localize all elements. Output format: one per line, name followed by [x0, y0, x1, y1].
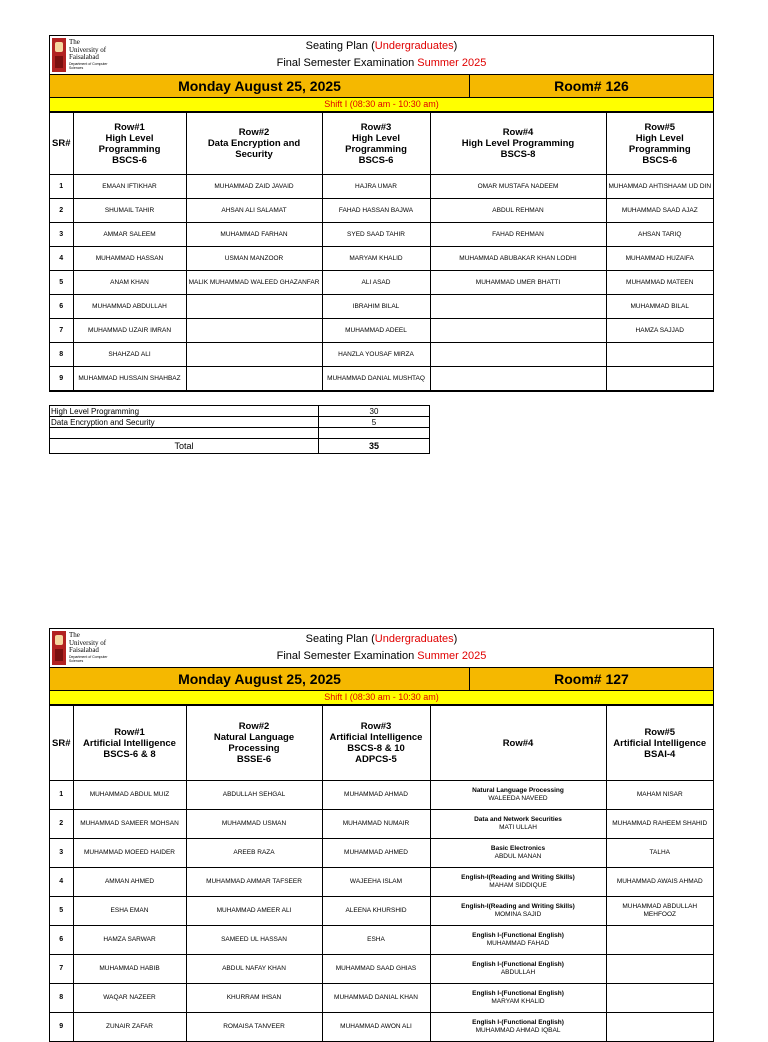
seat-cell: MUHAMMAD ZAID JAVAID	[186, 175, 322, 199]
seat-cell: MUHAMMAD FARHAN	[186, 223, 322, 247]
seat-cell: MUHAMMAD MOEED HAIDER	[73, 839, 186, 868]
seat-cell	[606, 926, 713, 955]
title-text-end: )	[453, 40, 458, 52]
seat-cell: MUHAMMAD AHMED	[322, 839, 430, 868]
column-header-row-4: Row#4 High Level Programming BSCS-8	[430, 113, 606, 175]
serial-number: 1	[50, 781, 73, 810]
room-number: Room# 126	[554, 78, 629, 94]
seat-cell	[430, 926, 606, 955]
seat-cell	[606, 955, 713, 984]
title-text: Seating Plan (	[305, 40, 375, 52]
seat-cell	[430, 955, 606, 984]
seat-cell	[430, 1013, 606, 1042]
table-row	[50, 175, 713, 199]
total-value: 35	[319, 439, 430, 454]
serial-number: 5	[50, 897, 73, 926]
exam-text: Final Semester Examination	[276, 650, 418, 662]
sheet-header	[50, 629, 713, 668]
summary-row	[50, 406, 430, 417]
date-room-bar	[50, 75, 713, 98]
logo-line: The	[69, 38, 80, 46]
table-row	[50, 926, 713, 955]
seating-plan-room-127	[49, 628, 714, 1042]
seat-cell: WAJEEHA ISLAM	[322, 868, 430, 897]
seat-cell	[186, 367, 322, 391]
sheet-header	[50, 36, 713, 75]
summary-table	[49, 405, 430, 454]
seat-cell: KHURRAM IHSAN	[186, 984, 322, 1013]
seat-cell: WAQAR NAZEER	[73, 984, 186, 1013]
seat-cell: SHUMAIL TAHIR	[73, 199, 186, 223]
seat-cell	[430, 839, 606, 868]
serial-number: 7	[50, 955, 73, 984]
exam-date: Monday August 25, 2025	[50, 668, 470, 690]
header-row	[50, 706, 713, 781]
serial-number: 4	[50, 868, 73, 897]
seat-cell: IBRAHIM BILAL	[322, 295, 430, 319]
seat-cell: MUHAMMAD SAAD AJAZ	[606, 199, 713, 223]
seat-cell	[430, 984, 606, 1013]
student-name: ABDULLAH	[500, 969, 536, 976]
seat-cell: MUHAMMAD UZAIR IMRAN	[73, 319, 186, 343]
title-text: Seating Plan (	[305, 633, 375, 645]
seat-cell	[186, 319, 322, 343]
seat-cell: AHSAN TARIQ	[606, 223, 713, 247]
seat-cell: EMAAN IFTIKHAR	[73, 175, 186, 199]
serial-number: 5	[50, 271, 73, 295]
seat-cell: MUHAMMAD DANIAL KHAN	[322, 984, 430, 1013]
subject-label: English I-(Functional English)	[472, 1019, 564, 1026]
serial-number: 2	[50, 199, 73, 223]
summary-row	[50, 428, 430, 439]
serial-number: 9	[50, 367, 73, 391]
seat-cell: HANZLA YOUSAF MIRZA	[322, 343, 430, 367]
table-row	[50, 319, 713, 343]
room-number: Room# 127	[554, 671, 629, 687]
serial-number: 1	[50, 175, 73, 199]
seat-cell: MUHAMMAD ABUBAKAR KHAN LODHI	[430, 247, 606, 271]
seat-cell	[606, 367, 713, 391]
seat-cell: HAMZA SARWAR	[73, 926, 186, 955]
logo-line: Faisalabad	[69, 646, 99, 654]
serial-number: 8	[50, 984, 73, 1013]
table-row	[50, 810, 713, 839]
serial-number: 4	[50, 247, 73, 271]
shift-time: Shift I (08:30 am - 10:30 am)	[50, 98, 713, 112]
subject-label: English-I(Reading and Writing Skills)	[461, 903, 575, 910]
seat-cell	[430, 810, 606, 839]
table-row	[50, 295, 713, 319]
column-header-row-5: Row#5 Artificial Intelligence BSAI-4	[606, 706, 713, 781]
table-row	[50, 897, 713, 926]
title-highlight: Undergraduates	[374, 633, 454, 645]
seat-cell: SHAHZAD ALI	[73, 343, 186, 367]
subject-label: English I-(Functional English)	[472, 961, 564, 968]
table-row	[50, 955, 713, 984]
exam-text: Final Semester Examination	[276, 57, 418, 69]
student-name: MUHAMMAD FAHAD	[486, 940, 550, 947]
seat-cell: MUHAMMAD ADEEL	[322, 319, 430, 343]
exam-date: Monday August 25, 2025	[50, 75, 470, 97]
summary-label: Data Encryption and Security	[50, 417, 319, 428]
seat-cell: HAMZA SAJJAD	[606, 319, 713, 343]
seat-cell: ABDUL REHMAN	[430, 199, 606, 223]
seat-cell: MUHAMMAD ABDULLAH MEHFOOZ	[606, 897, 713, 926]
seating-table	[50, 705, 713, 1042]
seat-cell: AMMAR SALEEM	[73, 223, 186, 247]
seat-cell: MUHAMMAD ABDULLAH	[73, 295, 186, 319]
seat-cell: USMAN MANZOOR	[186, 247, 322, 271]
table-row	[50, 343, 713, 367]
seat-cell: MUHAMMAD AWON ALI	[322, 1013, 430, 1042]
column-header-sr: SR#	[50, 706, 73, 781]
serial-number: 3	[50, 223, 73, 247]
serial-number: 8	[50, 343, 73, 367]
serial-number: 3	[50, 839, 73, 868]
logo-line: The	[69, 631, 80, 639]
seat-cell: ZUNAIR ZAFAR	[73, 1013, 186, 1042]
shift-time: Shift I (08:30 am - 10:30 am)	[50, 691, 713, 705]
seat-cell	[430, 319, 606, 343]
seat-cell: ABDULLAH SEHGAL	[186, 781, 322, 810]
seat-cell	[606, 984, 713, 1013]
seat-cell: MUHAMMAD DANIAL MUSHTAQ	[322, 367, 430, 391]
seat-cell: MUHAMMAD HUZAIFA	[606, 247, 713, 271]
seat-cell: ALI ASAD	[322, 271, 430, 295]
seat-cell	[430, 367, 606, 391]
seat-cell: MUHAMMAD SAAD GHIAS	[322, 955, 430, 984]
seat-cell: MALIK MUHAMMAD WALEED GHAZANFAR	[186, 271, 322, 295]
table-row	[50, 247, 713, 271]
seat-cell: MUHAMMAD SAMEER MOHSAN	[73, 810, 186, 839]
student-name: MATI ULLAH	[499, 824, 537, 831]
department-name: Department of Computer Sciences	[69, 62, 108, 70]
seat-cell: MUHAMMAD USMAN	[186, 810, 322, 839]
seat-cell	[606, 1013, 713, 1042]
serial-number: 9	[50, 1013, 73, 1042]
table-row	[50, 839, 713, 868]
seat-cell: MUHAMMAD HASSAN	[73, 247, 186, 271]
table-row	[50, 271, 713, 295]
column-header-sr: SR#	[50, 113, 73, 175]
table-row	[50, 367, 713, 391]
column-header-row-1: Row#1 Artificial Intelligence BSCS-6 & 8	[73, 706, 186, 781]
serial-number: 6	[50, 295, 73, 319]
seat-cell: MUHAMMAD HABIB	[73, 955, 186, 984]
seat-cell: ANAM KHAN	[73, 271, 186, 295]
seating-table	[50, 112, 713, 391]
seat-cell: FAHAD HASSAN BAJWA	[322, 199, 430, 223]
seat-cell: MUHAMMAD MATEEN	[606, 271, 713, 295]
summary-label: High Level Programming	[50, 406, 319, 417]
column-header-row-4: Row#4	[430, 706, 606, 781]
serial-number: 7	[50, 319, 73, 343]
column-header-row-2: Row#2 Data Encryption and Security	[186, 113, 322, 175]
summary-total-row	[50, 439, 430, 454]
column-header-row-3: Row#3 High Level Programming BSCS-6	[322, 113, 430, 175]
seat-cell: ESHA	[322, 926, 430, 955]
logo-line: University of	[69, 45, 107, 54]
column-header-row-5: Row#5 High Level Programming BSCS-6	[606, 113, 713, 175]
seat-cell	[430, 343, 606, 367]
seat-cell: ABDUL NAFAY KHAN	[186, 955, 322, 984]
total-label: Total	[50, 439, 319, 454]
seat-cell	[186, 295, 322, 319]
seat-cell: MUHAMMAD AHMAD	[322, 781, 430, 810]
title-highlight: Undergraduates	[374, 40, 454, 52]
seat-cell: MUHAMMAD AWAIS AHMAD	[606, 868, 713, 897]
logo-line: Faisalabad	[69, 53, 99, 61]
seat-cell: SYED SAAD TAHIR	[322, 223, 430, 247]
summary-count: 5	[319, 417, 430, 428]
seat-cell: OMAR MUSTAFA NADEEM	[430, 175, 606, 199]
seat-cell: MARYAM KHALID	[322, 247, 430, 271]
seat-cell	[430, 295, 606, 319]
seat-cell: FAHAD REHMAN	[430, 223, 606, 247]
seat-cell: MUHAMMAD AMMAR TAFSEER	[186, 868, 322, 897]
seating-plan-room-126	[49, 35, 714, 392]
subject-label: Data and Network Securities	[474, 816, 562, 823]
summary-count: 30	[319, 406, 430, 417]
seat-cell: ALEENA KHURSHID	[322, 897, 430, 926]
seat-cell	[186, 343, 322, 367]
logo-line: University of	[69, 638, 107, 647]
seat-cell	[606, 343, 713, 367]
seat-cell: SAMEED UL HASSAN	[186, 926, 322, 955]
student-name: WALEEDA NAVEED	[488, 795, 548, 802]
seat-cell	[430, 897, 606, 926]
table-row	[50, 868, 713, 897]
student-name: MARYAM KHALID	[491, 998, 545, 1005]
seat-cell: TALHA	[606, 839, 713, 868]
date-room-bar	[50, 668, 713, 691]
department-name: Department of Computer Sciences	[69, 655, 108, 663]
seat-cell	[430, 781, 606, 810]
subject-label: Natural Language Processing	[472, 787, 564, 794]
header-row	[50, 113, 713, 175]
seat-cell: AREEB RAZA	[186, 839, 322, 868]
seat-cell: MAHAM NISAR	[606, 781, 713, 810]
column-header-row-3: Row#3 Artificial Intelligence BSCS-8 & 10 ADPCS-5	[322, 706, 430, 781]
seat-cell: MUHAMMAD ABDUL MUIZ	[73, 781, 186, 810]
table-row	[50, 223, 713, 247]
seat-cell: MUHAMMAD UMER BHATTI	[430, 271, 606, 295]
seat-cell: MUHAMMAD HUSSAIN SHAHBAZ	[73, 367, 186, 391]
subject-label: English I-(Functional English)	[472, 932, 564, 939]
serial-number: 2	[50, 810, 73, 839]
table-row	[50, 781, 713, 810]
subject-label: Basic Electronics	[490, 845, 546, 852]
student-name: MAHAM SIDDIQUE	[489, 882, 547, 889]
serial-number: 6	[50, 926, 73, 955]
subject-label: English-I(Reading and Writing Skills)	[461, 874, 575, 881]
seat-cell: ESHA EMAN	[73, 897, 186, 926]
exam-highlight: Summer 2025	[417, 650, 487, 662]
seat-cell: ROMAISA TANVEER	[186, 1013, 322, 1042]
table-row	[50, 984, 713, 1013]
seat-cell: MUHAMMAD RAHEEM SHAHID	[606, 810, 713, 839]
seat-cell: HAJRA UMAR	[322, 175, 430, 199]
student-name: MOMINA SAJID	[494, 911, 542, 918]
student-name: MUHAMMAD AHMAD IQBAL	[475, 1027, 561, 1034]
sheet-title	[50, 38, 713, 72]
seat-cell: MUHAMMAD AHTISHAAM UD DIN	[606, 175, 713, 199]
student-name: ABDUL MANAN	[494, 853, 542, 860]
column-header-row-2: Row#2 Natural Language Processing BSSE-6	[186, 706, 322, 781]
seat-cell: MUHAMMAD AMEER ALI	[186, 897, 322, 926]
table-row	[50, 199, 713, 223]
seat-cell: AHSAN ALI SALAMAT	[186, 199, 322, 223]
column-header-row-1: Row#1 High Level Programming BSCS-6	[73, 113, 186, 175]
subject-label: English I-(Functional English)	[472, 990, 564, 997]
seat-cell: AMMAN AHMED	[73, 868, 186, 897]
table-row	[50, 1013, 713, 1042]
seat-cell: MUHAMMAD NUMAIR	[322, 810, 430, 839]
title-text-end: )	[453, 633, 458, 645]
exam-highlight: Summer 2025	[417, 57, 487, 69]
sheet-title	[50, 631, 713, 665]
seat-cell	[430, 868, 606, 897]
summary-count	[319, 428, 430, 439]
summary-label	[50, 428, 319, 439]
seat-cell: MUHAMMAD BILAL	[606, 295, 713, 319]
summary-row	[50, 417, 430, 428]
